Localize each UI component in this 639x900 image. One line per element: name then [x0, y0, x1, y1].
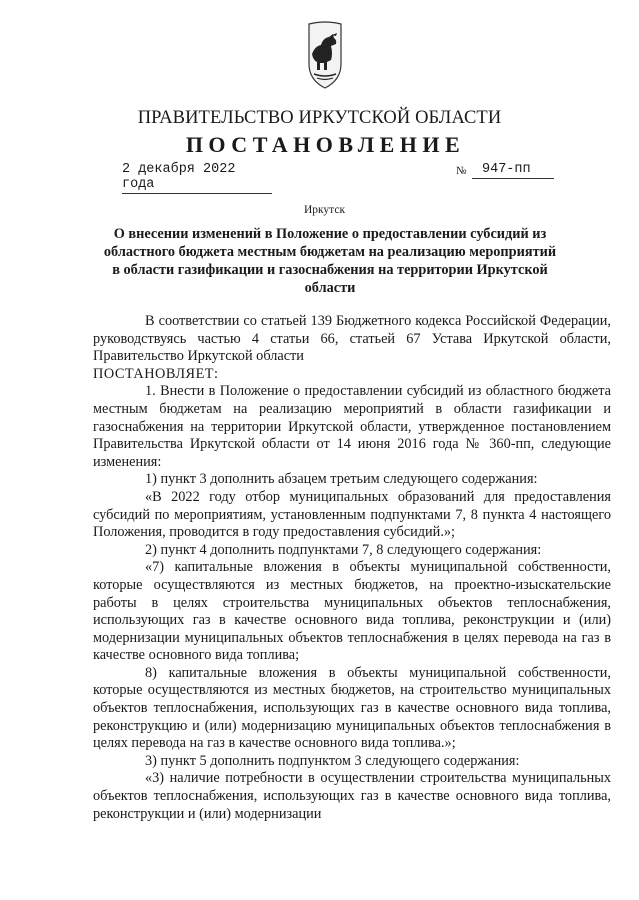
item-1: 1. Внести в Положение о предоставлении субсидий из областного бюджета местным бюджетам на реализацию мероприятий в области газификации и газоснабжения на территории Иркутской области, утвержденное постановлением Правительства Иркутской области от 14 июня 2016 года № 360-пп, следующие изменения:	[93, 383, 611, 470]
irkutsk-coat-of-arms-icon	[303, 20, 347, 90]
decree-body	[93, 313, 611, 823]
city: Иркутск	[303, 204, 346, 216]
resolves: ПОСТАНОВЛЯЕТ:	[93, 365, 219, 382]
decree-subject: О внесении изменений в Положение о предоставлении субсидий из областного бюджета местным бюджетам на реализацию мероприятий в области газификации и газоснабжения на территории Иркутской области	[103, 226, 557, 296]
preamble: В соответствии со статьей 139 Бюджетного кодекса Российской Федерации, руководствуясь частью 4 статьи 66, статьей 67 Устава Иркутской области, Правительство Иркутской области	[93, 313, 611, 365]
subitem-3-text: «3) наличие потребности в осуществлении строительства муниципальных объектов теплоснабжения, использующих газ в качестве основного вида топлива, реконструкции и (или) модернизации	[93, 770, 611, 822]
document-type: ПОСТАНОВЛЕНИЕ	[185, 132, 466, 157]
government-title: ПРАВИТЕЛЬСТВО ИРКУТСКОЙ ОБЛАСТИ	[137, 108, 502, 128]
decree-date: 2 декабря 2022 года	[122, 162, 272, 194]
number-sign: №	[456, 165, 467, 177]
subitem-2-point-7: «7) капитальные вложения в объекты муниципальной собственности, которые осуществляются из местных бюджетов, на проектно-изыскательские работы в целях строительства муниципальных объектов теплоснабжения, использующих газ в качестве основного вида топлива, реконструкции и (или) модернизации муниципальных объектов теплоснабжения в целях перевода на газ в качестве основного вида топлива;	[93, 559, 611, 664]
subitem-2: 2) пункт 4 дополнить подпунктами 7, 8 следующего содержания:	[145, 541, 542, 558]
subitem-3: 3) пункт 5 дополнить подпунктом 3 следующего содержания:	[145, 752, 520, 769]
decree-number: 947-пп	[472, 162, 554, 179]
subitem-1-text: «В 2022 году отбор муниципальных образований для предоставления субсидий по мероприятиям, установленным подпунктами 7, 8 пункта 4 настоящего Положения, проводится в году предоставления субсидий.»;	[93, 488, 611, 541]
subitem-2-point-8: 8) капитальные вложения в объекты муниципальной собственности, которые осуществляются из местных бюджетов, на строительство муниципальных объектов теплоснабжения, использующих газ в качестве основного вида топлива, реконструкцию и (или) модернизацию муниципальных объектов теплоснабжения в целях перевода на газ в качестве основного вида топлива.»;	[93, 664, 611, 752]
subitem-1: 1) пункт 3 дополнить абзацем третьим следующего содержания:	[145, 471, 538, 488]
